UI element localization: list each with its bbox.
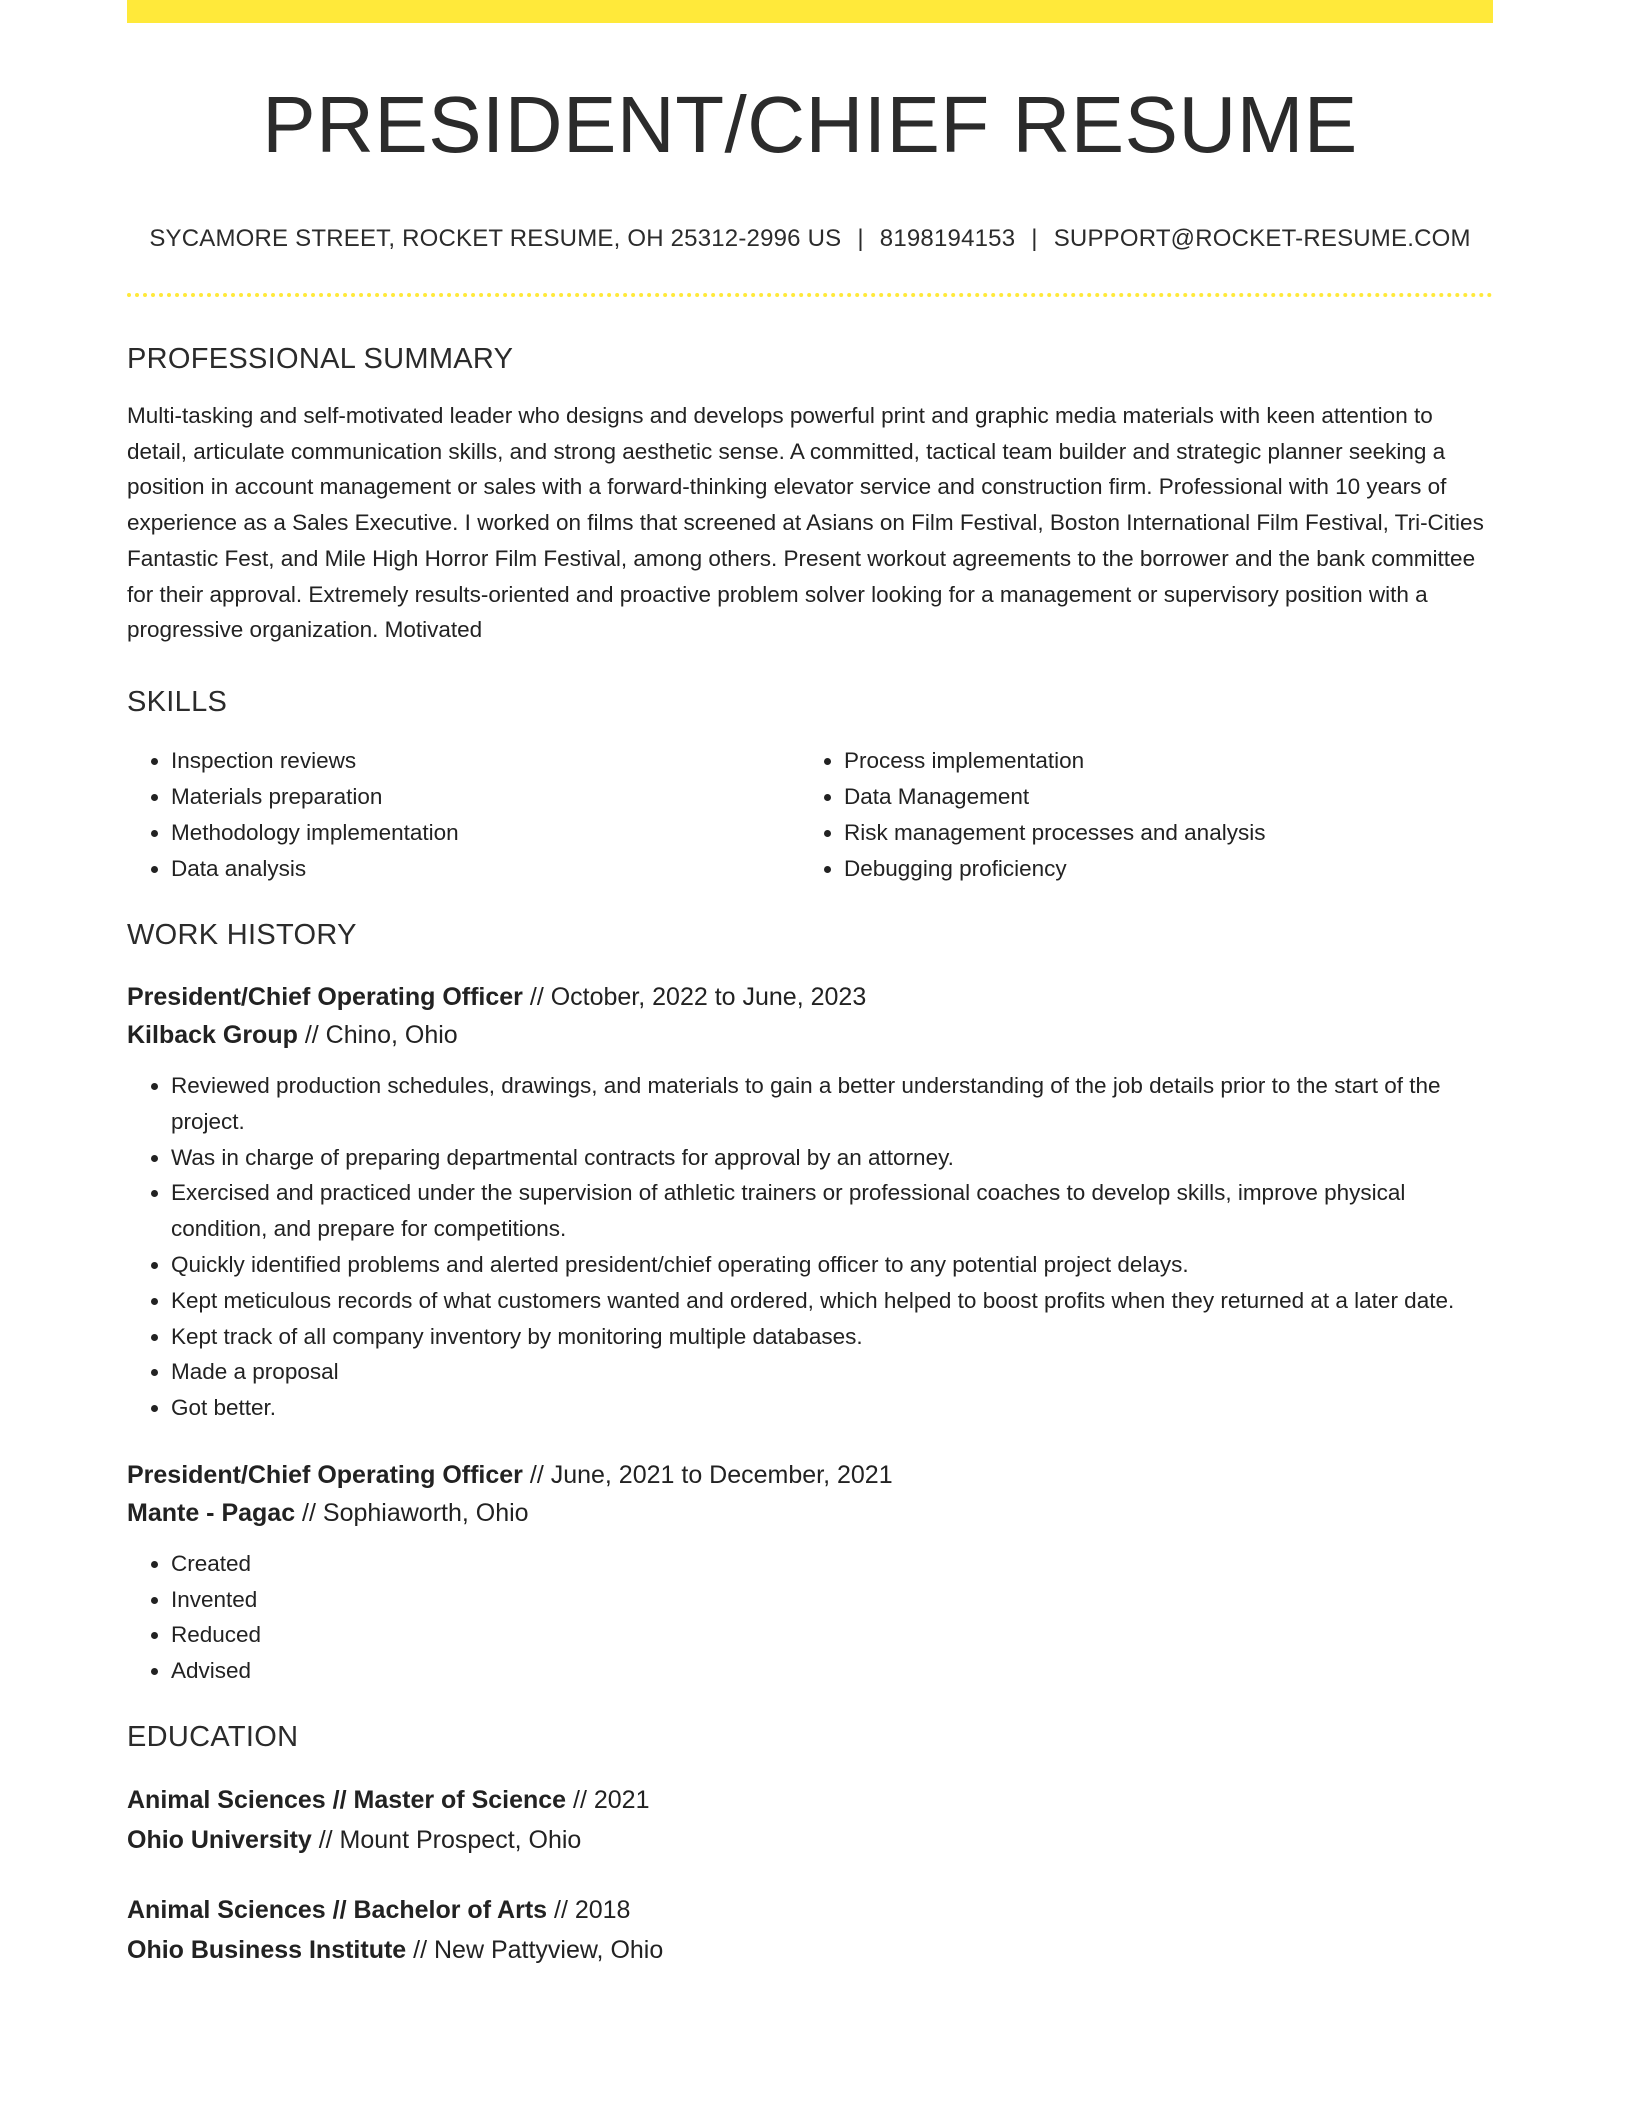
skill-item: • Data Management [844,779,1473,815]
work-history-heading: WORK HISTORY [127,918,357,951]
skill-item: • Data analysis [171,851,800,887]
job-dates: // October, 2022 to June, 2023 [522,982,867,1011]
job-bullets [127,1546,1493,1689]
dotted-divider [127,293,1493,297]
job-location: // Chino, Ohio [297,1020,458,1049]
job-company: Kilback Group [127,1020,298,1049]
resume-page [127,0,1493,1970]
skill-item: • Process implementation [844,743,1473,779]
skills-column-right [800,743,1473,887]
contact-email: SUPPORT@ROCKET-RESUME.COM [1053,225,1471,252]
job-bullets [127,1068,1493,1426]
job-company: Mante - Pagac [127,1498,296,1527]
education-degree: Animal Sciences // Bachelor of Arts [127,1896,548,1925]
skill-item: • Risk management processes and analysis [844,815,1473,851]
education-school: Ohio Business Institute [127,1936,407,1965]
contact-separator: | [1031,225,1038,252]
job-company-line [127,1016,1493,1054]
contact-address: SYCAMORE STREET, ROCKET RESUME, OH 25312-2996 US [149,225,842,252]
job-company-line [127,1494,1493,1532]
job-bullet: • Kept meticulous records of what customers wanted and ordered, which helped to boost profits when they returned at a later date. [171,1283,1493,1319]
education-school-line [127,1820,1493,1860]
education-location: // New Pattyview, Ohio [406,1936,664,1965]
education-degree-line [127,1890,1493,1930]
skills-column-left [127,743,800,887]
job-bullet: • Advised [171,1653,1493,1689]
job-bullet: • Reduced [171,1617,1493,1653]
education-school: Ohio University [127,1826,312,1855]
summary-text: Multi-tasking and self-motivated leader who designs and develops powerful print and graphic media materials with keen attention to detail, articulate communication skills, and strong aesthetic sense. A committed, tactical team builder and strategic planner seeking a position in account management or sales with a forward-thinking elevator service and construction firm. Professional with 10 years of experience as a Sales Executive. I worked on films that screened at Asians on Film Festival, Boston International Film Festival, Tri-Cities Fantastic Fest, and Mile High Horror Film Festival, among others. Present workout agreements to the borrower and the bank committee for their approval. Extremely results-oriented and proactive problem solver looking for a management or supervisory position with a progressive organization. Motivated [127,403,1484,643]
skill-item: • Materials preparation [171,779,800,815]
job-bullet: • Was in charge of preparing departmental contracts for approval by an attorney. [171,1140,1493,1176]
job-bullet: • Invented [171,1582,1493,1618]
top-accent-bar [127,0,1493,23]
contact-separator: | [857,225,864,252]
job-entry [127,1456,1493,1689]
job-location: // Sophiaworth, Ohio [295,1498,529,1527]
job-title-line [127,1456,1493,1494]
job-bullet: • Exercised and practiced under the supervision of athletic trainers or professional coaches to develop skills, improve physical condition, and prepare for competitions. [171,1175,1493,1247]
education-school-line [127,1930,1493,1970]
education-year: // 2018 [547,1896,631,1925]
job-bullet: • Made a proposal [171,1354,1493,1390]
job-position: President/Chief Operating Officer [127,982,523,1011]
skills-heading: SKILLS [127,685,228,718]
job-bullet: • Reviewed production schedules, drawings, and materials to gain a better understanding of the job details prior to the start of the project. [171,1068,1493,1140]
contact-line [127,225,1493,253]
skill-item: • Methodology implementation [171,815,800,851]
skill-item: • Debugging proficiency [844,851,1473,887]
education-degree-line [127,1780,1493,1820]
skill-item: • Inspection reviews [171,743,800,779]
job-dates: // June, 2021 to December, 2021 [522,1460,893,1489]
job-entry [127,978,1493,1426]
resume-title: PRESIDENT/CHIEF RESUME [262,80,1358,169]
summary-heading: PROFESSIONAL SUMMARY [127,343,514,375]
education-location: // Mount Prospect, Ohio [311,1826,582,1855]
education-entry [127,1780,1493,1860]
skills-grid [127,743,1493,887]
education-degree: Animal Sciences // Master of Science [127,1786,567,1815]
education-year: // 2021 [566,1786,650,1815]
job-title-line [127,978,1493,1016]
job-bullet: • Got better. [171,1390,1493,1426]
job-bullet: • Created [171,1546,1493,1582]
job-bullet: • Kept track of all company inventory by monitoring multiple databases. [171,1319,1493,1355]
job-position: President/Chief Operating Officer [127,1460,523,1489]
job-bullet: • Quickly identified problems and alerted president/chief operating officer to any potential project delays. [171,1247,1493,1283]
education-entry [127,1890,1493,1970]
education-heading: EDUCATION [127,1721,299,1754]
contact-phone: 8198194153 [879,225,1016,252]
